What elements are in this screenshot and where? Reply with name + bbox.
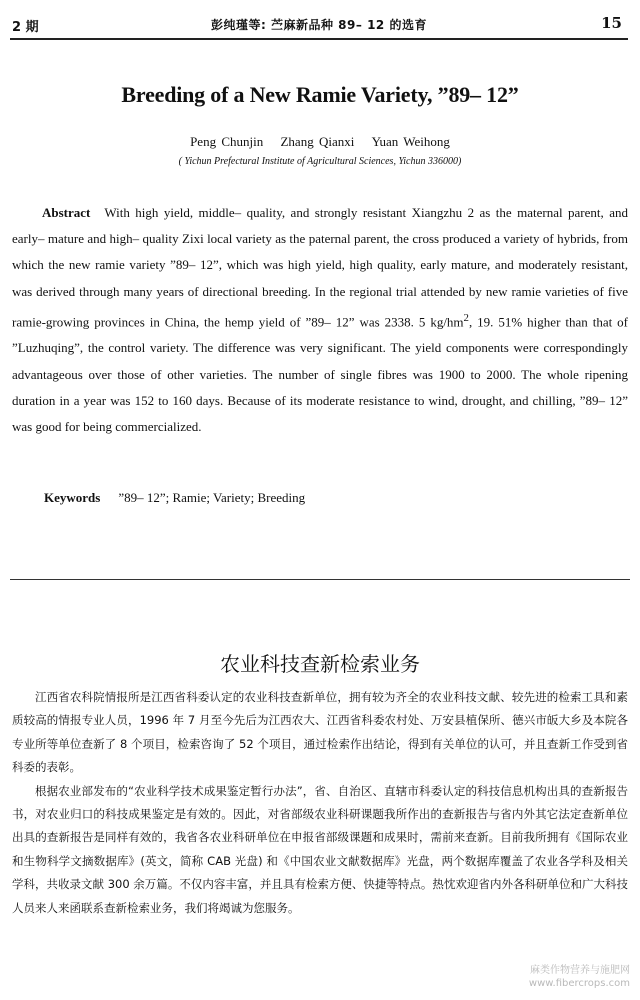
author-name: Yuan Weihong <box>371 134 450 149</box>
author-name: Peng Chunjin <box>190 134 264 149</box>
abstract-label: Abstract <box>42 205 91 220</box>
section-divider <box>10 579 630 580</box>
paper-title: Breeding of a New Ramie Variety, ”89– 12” <box>121 82 519 107</box>
issue-number: 2 期 <box>12 20 39 35</box>
abstract <box>12 200 628 440</box>
notice-paragraph: 根据农业部发布的“农业科学技术成果鉴定暂行办法”，省、自治区、直辖市科委认定的科技信息机构出具的查新报告书，对农业归口的科技成果鉴定是有效的。因此，对省部级农业科研课题我所作出的查新报告与省内外其它法定查新单位出具的查新报告是同样有效的，我省各农业科研单位在申报省部级课题和成果时，需前来查新。目前我所拥有《国际农业和生物科学文摘数据库》(英文，简称 CAB 光盘) 和《中国农业文献数据库》光盘，两个数据库覆盖了农业各学科及相关学科，共收录文献 300 余万篇。不仅内容丰富，并且具有检索方便、快捷等特点。热忱欢迎省内外各科研单位和广大科技人员来人来函联系查新检索业务，我们将竭诚为您服务。 <box>12 783 628 915</box>
abstract-text: With high yield, middle– quality, and strongly resistant Xiangzhu 2 as the maternal parent, and early– mature and high– quality Zixi local variety as the paternal parent, the cross produced a variety of hybrids, from which the new ramie variety ”89– 12”, which was high yield, high quality, early mature, and moderately resistant, was derived through many years of directional breeding. In the regional trial attended by new ramie varieties of five ramie-growing provinces in China, the hemp yield of ”89– 12” was 2338. 5 kg/hm <box>12 205 628 330</box>
keywords <box>44 490 305 506</box>
running-header <box>10 12 628 40</box>
site-watermark <box>529 964 630 990</box>
notice-paragraph: 江西省农科院情报所是江西省科委认定的农业科技查新单位，拥有较为齐全的农业科技文献、较先进的检索工具和素质较高的情报专业人员，1996 年 7 月至今先后为江西农大、江西省科委农村处、万安县植保所、德兴市皈大乡及本院各专业所等单位查新了 8 个项目，检索咨询了 52 个项目，通过检索作出结论，得到有关单位的认可，并且查新工作受到省科委的表彰。 <box>12 690 628 775</box>
keywords-label: Keywords <box>44 490 101 505</box>
notice-body <box>12 686 628 920</box>
page-number: 15 <box>601 14 622 32</box>
author-name: Zhang Qianxi <box>280 134 355 149</box>
abstract-superscript: 2 <box>463 311 469 324</box>
watermark-url: www.fibercrops.com <box>528 978 630 989</box>
keywords-text: ”89– 12”; Ramie; Variety; Breeding <box>118 490 306 505</box>
author-list <box>0 134 640 150</box>
author-affiliation: ( Yichun Prefectural Institute of Agricultural Sciences, Yichun 336000) <box>178 156 462 167</box>
running-title: 彭纯瑾等: 苎麻新品种 89– 12 的选育 <box>211 18 427 32</box>
watermark-line: 麻类作物营养与施肥网 <box>530 965 630 976</box>
abstract-text-continued: , 19. 51% higher than that of ”Luzhuqing”, the control variety. The difference was very significant. The yield components were correspondingly advantageous over those of other varieties. The number of single fibres was 1900 to 2000. The whole ripening duration in a year was 152 to 160 days. Because of its moderate resistance to wind, drought, and chilling, ”89– 12” was good for being commercialized. <box>12 314 628 434</box>
notice-title: 农业科技查新检索业务 <box>220 652 420 676</box>
